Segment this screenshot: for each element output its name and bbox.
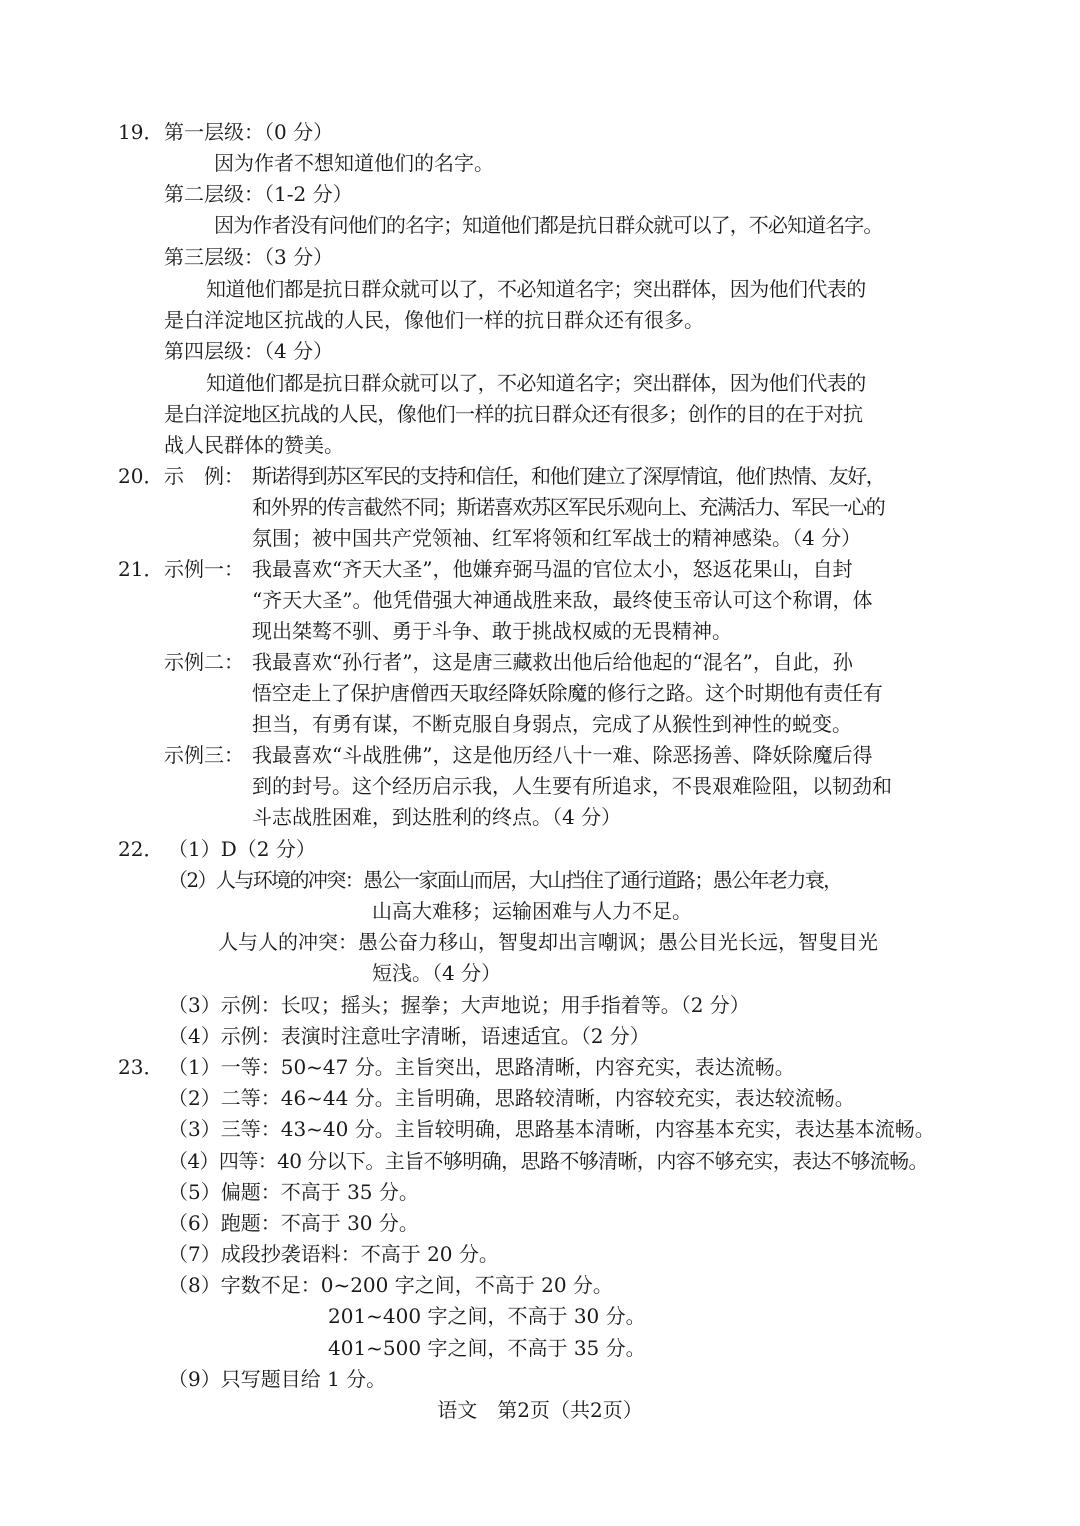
q19-level-4-heading: 第四层级：（4 分） [164,339,334,363]
q23-criterion: （5）偏题：不高于 35 分。 [168,1180,419,1204]
q23-word-count-rule: 401~500 字之间，不高于 35 分。 [328,1336,646,1360]
q19-level-4-text: 是白洋淀地区抗战的人民，像他们一样的抗日群众还有很多；创作的目的在于对抗 [164,402,863,426]
q19-level-3-heading: 第三层级：（3 分） [164,245,334,269]
q23-criterion: （6）跑题：不高于 30 分。 [168,1211,419,1235]
question-23-number: 23． [118,1055,164,1079]
q19-level-3-text: 知道他们都是抗日群众就可以了，不必知道名字；突出群体，因为他们代表的 [206,277,866,301]
q22-part-2-text: 人与人的冲突：愚公奋力移山，智叟却出言嘲讽；愚公目光长远，智叟目光 [218,930,878,954]
q21-example-1-text: 我最喜欢“齐天大圣”，他嫌弃弼马温的官位太小，怒返花果山，自封 [252,557,853,581]
q23-criterion: （4）四等：40 分以下。主旨不够明确，思路不够清晰，内容不够充实，表达不够流畅。 [168,1149,928,1173]
q23-criterion: （7）成段抄袭语料：不高于 20 分。 [168,1242,499,1266]
q19-level-1-text: 因为作者不想知道他们的名字。 [214,151,494,175]
q23-criterion: （9）只写题目给 1 分。 [168,1367,387,1391]
q23-criterion: （3）三等：43~40 分。主旨较明确，思路基本清晰，内容基本充实，表达基本流畅。 [168,1117,935,1141]
q19-level-2-heading: 第二层级：（1-2 分） [164,182,353,206]
question-21-number: 21． [118,557,164,581]
q21-example-2-text: 我最喜欢“孙行者”，这是唐三藏救出他后给他起的“混名”，自此，孙 [252,650,853,674]
q20-answer-text: 和外界的传言截然不同；斯诺喜欢苏区军民乐观向上、充满活力、军民一心的 [252,495,885,519]
q21-example-2-text: 悟空走上了保护唐僧西天取经降妖除魔的修行之路。这个时期他有责任有 [252,681,883,705]
q22-part-4: （4）示例：表演时注意吐字清晰，语速适宜。（2 分） [168,1024,650,1048]
q21-example-3-text: 我最喜欢“斗战胜佛”，这是他历经八十一难、除恶扬善、降妖除魔后得 [252,743,873,767]
q22-part-3: （3）示例：长叹；摇头；握拳；大声地说；用手指着等。（2 分） [168,993,750,1017]
q19-level-1-heading: 第一层级：（0 分） [164,120,334,144]
question-22-number: 22． [118,837,164,861]
q20-example-label: 示 例： [164,464,244,488]
question-19-number: 19． [118,120,164,144]
q20-answer-text: 氛围；被中国共产党领袖、红军将领和红军战士的精神感染。（4 分） [252,526,862,550]
q19-level-3-text: 是白洋淀地区抗战的人民，像他们一样的抗日群众还有很多。 [164,308,704,332]
q22-part-2-text: 山高大难移；运输困难与人力不足。 [372,899,692,923]
q23-word-count-rule: 201~400 字之间，不高于 30 分。 [328,1304,646,1328]
q20-answer-text: 斯诺得到苏区军民的支持和信任，和他们建立了深厚情谊，他们热情、友好， [252,464,885,488]
q19-level-2-text: 因为作者没有问他们的名字；知道他们都是抗日群众就可以了，不必知道名字。 [214,213,883,237]
q21-example-3-text: 斗志战胜困难，到达胜利的终点。（4 分） [252,805,622,829]
q21-example-3-label: 示例三： [164,743,244,767]
q22-part-2-text: 短浅。（4 分） [372,961,502,985]
q21-example-1-text: “齐天大圣”。他凭借强大神通战胜来敌，最终使玉帝认可这个称谓，体 [252,588,873,612]
question-20-number: 20． [118,464,164,488]
q21-example-2-text: 担当，有勇有谋，不断克服自身弱点，完成了从猴性到神性的蜕变。 [252,712,852,736]
q19-level-4-text: 知道他们都是抗日群众就可以了，不必知道名字；突出群体，因为他们代表的 [206,371,866,395]
q21-example-1-text: 现出桀骜不驯、勇于斗争、敢于挑战权威的无畏精神。 [252,619,732,643]
q19-level-4-text: 战人民群体的赞美。 [164,433,344,457]
q21-example-3-text: 到的封号。这个经历启示我，人生要有所追求，不畏艰难险阻，以韧劲和 [252,774,892,798]
q21-example-1-label: 示例一： [164,557,244,581]
q22-part-2-text: （2）人与环境的冲突：愚公一家面山而居，大山挡住了通行道路；愚公年老力衰， [168,868,842,892]
q23-criterion: （8）字数不足：0~200 字之间，不高于 20 分。 [168,1273,613,1297]
q21-example-2-label: 示例二： [164,650,244,674]
q23-criterion: （1）一等：50~47 分。主旨突出，思路清晰，内容充实，表达流畅。 [168,1055,795,1079]
q23-criterion: （2）二等：46~44 分。主旨明确，思路较清晰，内容较充实，表达较流畅。 [168,1086,855,1110]
page-footer: 语文 第2页（共2页） [437,1398,643,1422]
q22-part-1: （1）D（2 分） [168,837,316,861]
